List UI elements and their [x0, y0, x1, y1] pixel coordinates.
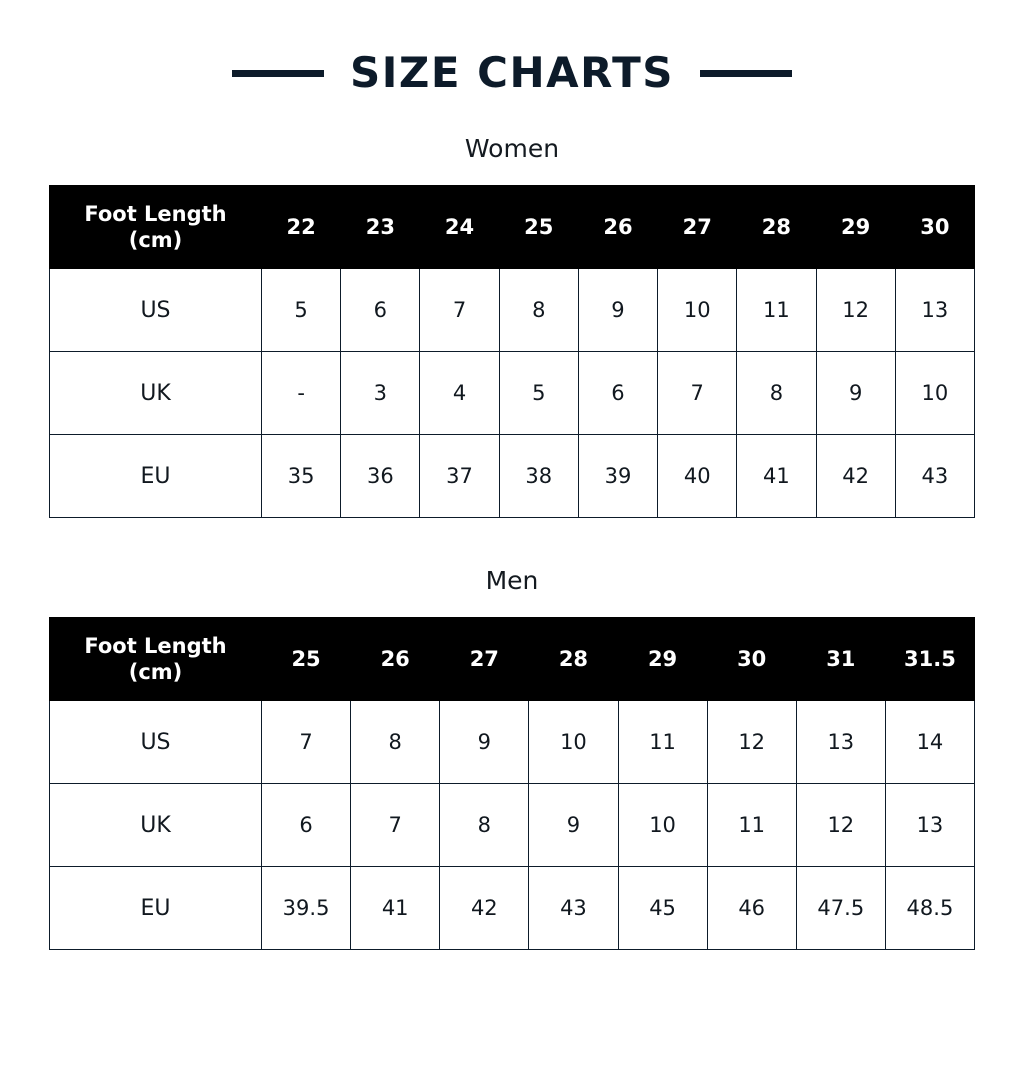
- table-cell: 11: [737, 269, 816, 352]
- table-row: [50, 784, 975, 867]
- size-table-men: [49, 617, 975, 950]
- table-cell: 6: [341, 269, 420, 352]
- table-cell: 43: [895, 435, 974, 518]
- header-cell: 26: [351, 618, 440, 701]
- header-cell: 24: [420, 186, 499, 269]
- table-cell: 7: [262, 701, 351, 784]
- header-cell: 26: [578, 186, 657, 269]
- table-cell: 10: [618, 784, 707, 867]
- header-cell: 31: [796, 618, 885, 701]
- table-cell: 45: [618, 867, 707, 950]
- row-label: UK: [50, 352, 262, 435]
- title-rule-left: [232, 70, 324, 77]
- table-cell: 5: [262, 269, 341, 352]
- table-cell: 9: [816, 352, 895, 435]
- table-cell: 12: [816, 269, 895, 352]
- table-head-men: [50, 618, 975, 701]
- header-cell: 23: [341, 186, 420, 269]
- table-cell: 42: [816, 435, 895, 518]
- table-cell: 38: [499, 435, 578, 518]
- table-cell: 10: [895, 352, 974, 435]
- table-row: [50, 701, 975, 784]
- table-cell: 39.5: [262, 867, 351, 950]
- table-cell: 40: [658, 435, 737, 518]
- header-cell: 27: [440, 618, 529, 701]
- table-cell: 7: [351, 784, 440, 867]
- row-label: UK: [50, 784, 262, 867]
- size-chart-page: [0, 48, 1024, 1076]
- table-row: [50, 435, 975, 518]
- table-cell: 3: [341, 352, 420, 435]
- table-cell: 48.5: [885, 867, 974, 950]
- header-cell: 28: [737, 186, 816, 269]
- row-label: EU: [50, 867, 262, 950]
- table-header-row: [50, 618, 975, 701]
- table-cell: 12: [707, 701, 796, 784]
- table-cell: 47.5: [796, 867, 885, 950]
- table-cell: 8: [737, 352, 816, 435]
- table-row: [50, 867, 975, 950]
- header-cell: 30: [895, 186, 974, 269]
- table-cell: 4: [420, 352, 499, 435]
- table-cell: 41: [351, 867, 440, 950]
- table-cell: 7: [658, 352, 737, 435]
- header-cell: 22: [262, 186, 341, 269]
- table-cell: 11: [707, 784, 796, 867]
- table-cell: 11: [618, 701, 707, 784]
- table-row: [50, 269, 975, 352]
- page-title-row: [0, 48, 1024, 97]
- table-cell: 36: [341, 435, 420, 518]
- table-cell: 9: [529, 784, 618, 867]
- table-cell: 41: [737, 435, 816, 518]
- table-cell: 12: [796, 784, 885, 867]
- table-cell: 37: [420, 435, 499, 518]
- table-cell: 8: [440, 784, 529, 867]
- table-cell: 43: [529, 867, 618, 950]
- table-head-women: [50, 186, 975, 269]
- size-table-men-wrap: [49, 617, 975, 950]
- row-label: US: [50, 269, 262, 352]
- table-cell: 13: [895, 269, 974, 352]
- table-row: [50, 352, 975, 435]
- table-cell: 13: [885, 784, 974, 867]
- section-heading-men: Men: [485, 566, 539, 595]
- header-cell: 29: [618, 618, 707, 701]
- table-cell: 39: [578, 435, 657, 518]
- table-header-row: [50, 186, 975, 269]
- table-cell: 42: [440, 867, 529, 950]
- table-cell: 7: [420, 269, 499, 352]
- page-title: SIZE CHARTS: [350, 48, 674, 97]
- table-cell: 9: [578, 269, 657, 352]
- size-table-women: [49, 185, 975, 518]
- size-table-women-wrap: [49, 185, 975, 518]
- table-cell: 8: [499, 269, 578, 352]
- header-cell: 30: [707, 618, 796, 701]
- section-heading-women: Women: [464, 134, 560, 163]
- table-cell: 10: [658, 269, 737, 352]
- header-foot-length: Foot Length (cm): [50, 186, 262, 269]
- table-cell: 46: [707, 867, 796, 950]
- row-label: US: [50, 701, 262, 784]
- header-cell: 25: [262, 618, 351, 701]
- header-cell: 27: [658, 186, 737, 269]
- header-foot-length: Foot Length (cm): [50, 618, 262, 701]
- header-cell: 28: [529, 618, 618, 701]
- header-cell: 25: [499, 186, 578, 269]
- header-cell: 31.5: [885, 618, 974, 701]
- table-body-women: [50, 269, 975, 518]
- title-rule-right: [700, 70, 792, 77]
- row-label: EU: [50, 435, 262, 518]
- table-cell: 13: [796, 701, 885, 784]
- table-cell: 5: [499, 352, 578, 435]
- table-cell: 9: [440, 701, 529, 784]
- header-cell: 29: [816, 186, 895, 269]
- table-body-men: [50, 701, 975, 950]
- table-cell: 35: [262, 435, 341, 518]
- table-cell: -: [262, 352, 341, 435]
- table-cell: 6: [262, 784, 351, 867]
- table-cell: 6: [578, 352, 657, 435]
- table-cell: 10: [529, 701, 618, 784]
- table-cell: 8: [351, 701, 440, 784]
- table-cell: 14: [885, 701, 974, 784]
